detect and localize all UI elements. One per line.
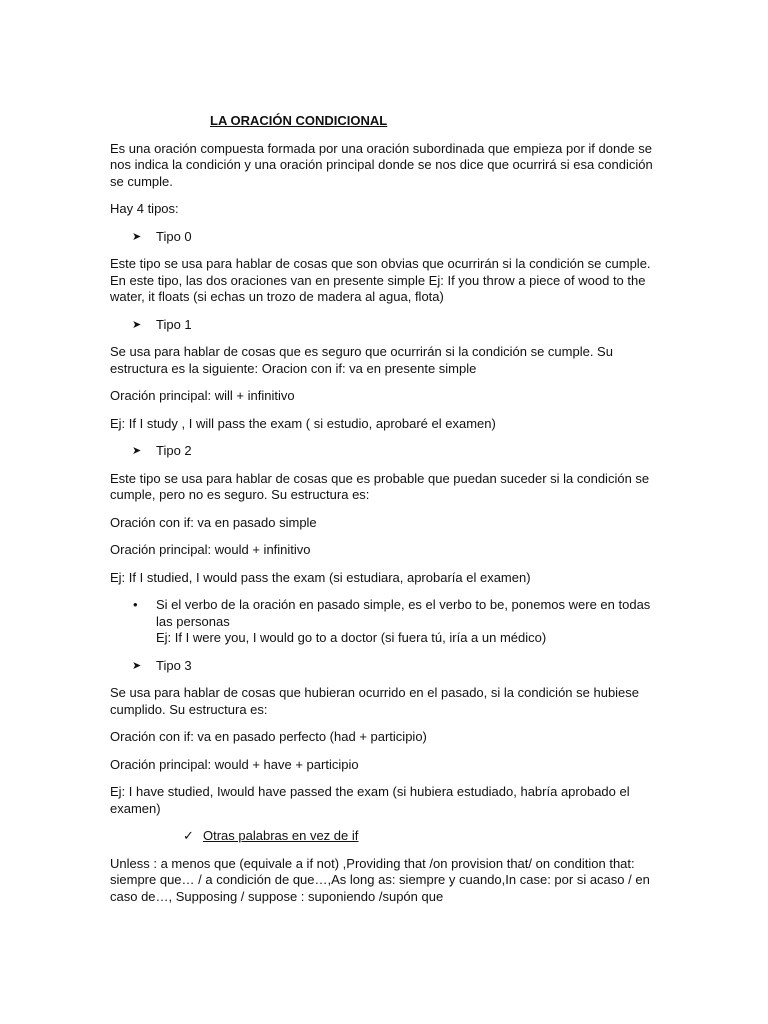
tipo-2-con-if: Oración con if: va en pasado simple xyxy=(110,514,317,530)
checkmark-icon: ✓ xyxy=(183,828,194,843)
types-count: Hay 4 tipos: xyxy=(110,201,179,216)
dot-bullet-icon: • xyxy=(133,597,138,612)
tipo-3-example: Ej: I have studied, Iwould have passed the exam (si hubiera estudiado, habría aprobado el examen) xyxy=(110,784,630,816)
arrow-bullet-icon: ➤ xyxy=(132,318,142,331)
tipo-1-principal: Oración principal: will + infinitivo xyxy=(110,388,295,403)
tipo-3-label: Tipo 3 xyxy=(156,657,192,673)
tipo-0-heading xyxy=(110,229,655,246)
tipo-1-description: Se usa para hablar de cosas que es seguro que ocurrirán si la condición se cumple. Su estructura es la siguiente: Oracion con if: va en presente simple xyxy=(110,344,613,376)
tipo-1-heading xyxy=(110,317,655,334)
document-title: LA ORACIÓN CONDICIONAL xyxy=(210,113,388,128)
intro-paragraph: Es una oración compuesta formada por una oración subordinada que empieza por if donde se nos indica la condición y una oración principal donde se nos dice que ocurrirá si esa condición se cumple. xyxy=(110,140,653,189)
tipo-3-principal: Oración principal: would + have + participio xyxy=(110,756,359,772)
tipo-3-heading xyxy=(110,658,655,675)
tipo-1-label: Tipo 1 xyxy=(156,316,192,332)
arrow-bullet-icon: ➤ xyxy=(132,659,142,672)
tipo-2-heading xyxy=(110,443,655,460)
tipo-2-example: Ej: If I studied, I would pass the exam (si estudiara, aprobaría el examen) xyxy=(110,569,531,585)
other-words-text: Unless : a menos que (equivale a if not) ,Providing that /on provision that/ on condition that: siempre que… / a condición de que…,As long as: siempre y cuando,In case: por si acaso / en caso de…, Supposing / suppose : suponiendo /supón que xyxy=(110,855,650,904)
tipo-3-con-if: Oración con if: va en pasado perfecto (had + participio) xyxy=(110,729,427,744)
tipo-0-description: Este tipo se usa para hablar de cosas que son obvias que ocurrirán si la condición se cumple. En este tipo, las dos oraciones van en presente simple Ej: If you throw a piece of wood to the water, it floats (si echas un trozo de madera al agua, flota) xyxy=(110,256,651,304)
tipo-0-label: Tipo 0 xyxy=(156,228,192,244)
document-body xyxy=(110,113,655,916)
other-words-heading xyxy=(110,828,655,845)
tipo-2-note-example: Ej: If I were you, I would go to a doctor (si fuera tú, iría a un médico) xyxy=(156,630,547,645)
tipo-2-label: Tipo 2 xyxy=(156,443,192,458)
tipo-3-description: Se usa para hablar de cosas que hubieran ocurrido en el pasado, si la condición se hubiese cumplido. Su estructura es: xyxy=(110,685,640,717)
tipo-2-note-text: Si el verbo de la oración en pasado simple, es el verbo to be, ponemos were en todas las personas xyxy=(156,597,651,629)
other-words-label: Otras palabras en vez de if xyxy=(203,828,359,843)
tipo-1-example: Ej: If I study , I will pass the exam ( si estudio, aprobaré el examen) xyxy=(110,415,496,431)
arrow-bullet-icon: ➤ xyxy=(132,445,142,457)
arrow-bullet-icon: ➤ xyxy=(132,230,142,243)
tipo-2-principal: Oración principal: would + infinitivo xyxy=(110,542,311,557)
tipo-2-description: Este tipo se usa para hablar de cosas que es probable que puedan suceder si la condición se cumple, pero no es seguro. Su estructura es: xyxy=(110,470,650,502)
tipo-2-note xyxy=(110,597,655,647)
